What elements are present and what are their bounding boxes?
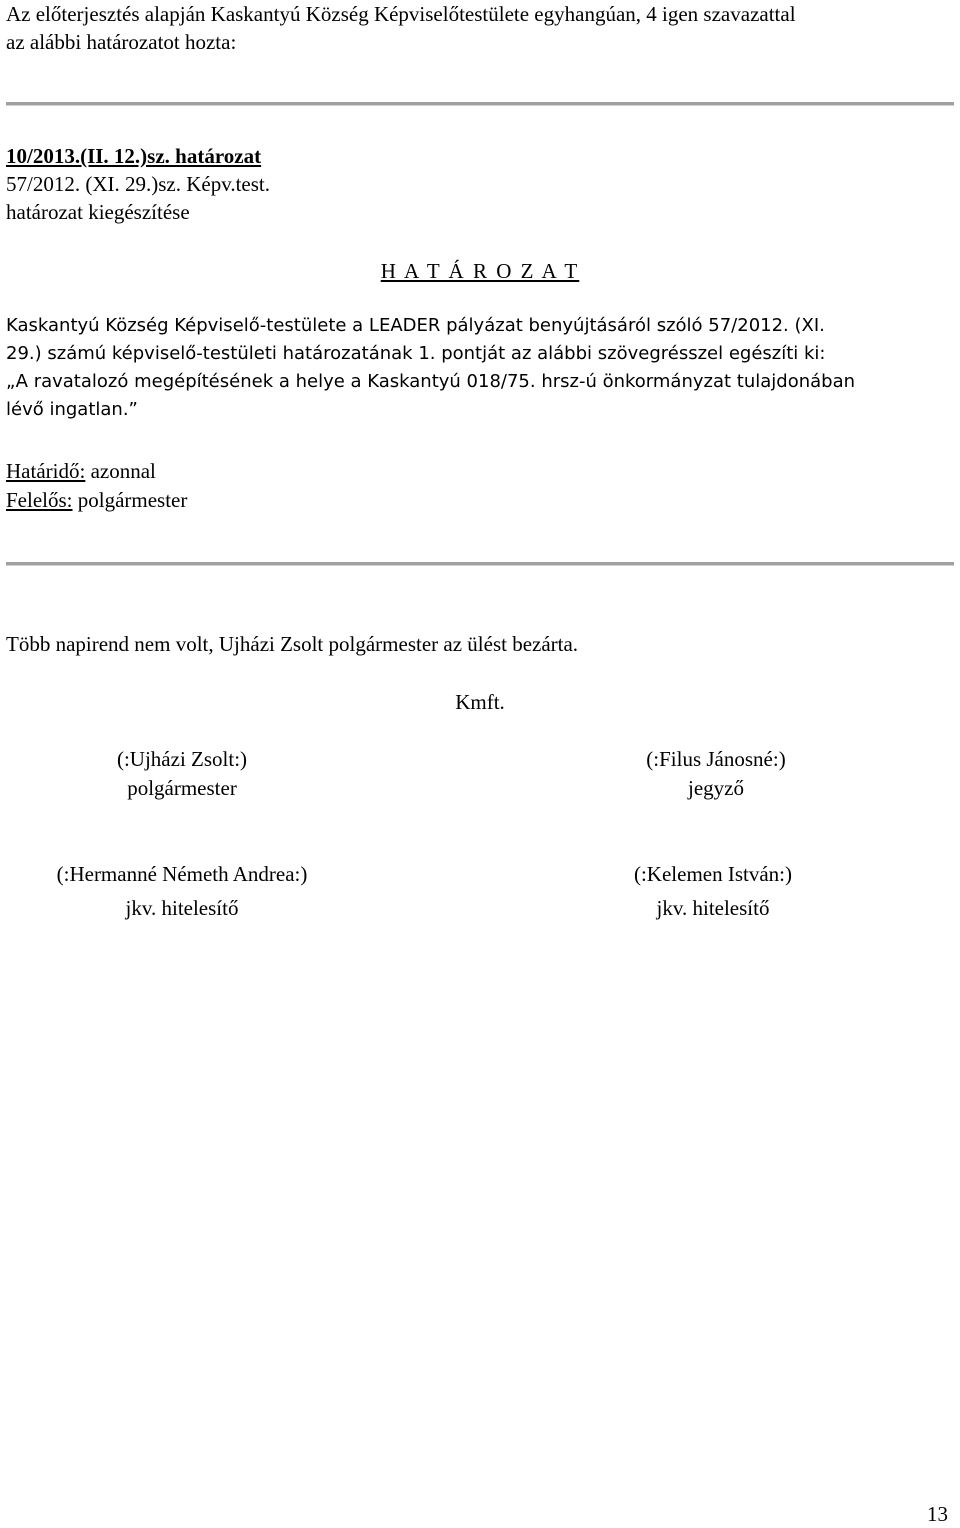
deadline-value: azonnal	[85, 459, 156, 483]
responsible-value: polgármester	[72, 488, 188, 512]
signature-name: (:Hermanné Németh Andrea:)	[56, 862, 308, 886]
intro-line-1: Az előterjesztés alapján Kaskantyú Község Képviselőtestülete egyhangúan, 4 igen szavazattal	[6, 2, 796, 26]
resolution-number: 10/2013.(II. 12.)sz. határozat	[6, 144, 262, 168]
signature-name: (:Ujházi Zsolt:)	[116, 747, 248, 771]
signature-role: jkv. hitelesítő	[125, 896, 239, 920]
resolution-body-line-4: lévő ingatlan.”	[6, 399, 138, 420]
kmft-label: Kmft.	[455, 690, 505, 714]
closing-text: Több napirend nem volt, Ujházi Zsolt polgármester az ülést bezárta.	[6, 632, 579, 656]
resolution-body-line-1: Kaskantyú Község Képviselő-testülete a LEADER pályázat benyújtásáról szóló 57/2012. (XI.	[6, 315, 825, 336]
signature-notary	[516, 745, 916, 803]
resolution-reference: 57/2012. (XI. 29.)sz. Képv.test.	[6, 172, 271, 196]
signature-role: polgármester	[127, 776, 237, 800]
signature-role: jkv. hitelesítő	[656, 896, 770, 920]
page-number: 13	[927, 1502, 948, 1526]
intro-line-2: az alábbi határozatot hozta:	[6, 30, 237, 54]
resolution-body-line-3: „A ravatalozó megépítésének a helye a Kaskantyú 018/75. hrsz-ú önkormányzat tulajdonában	[6, 371, 856, 392]
responsible-label: Felelős:	[6, 488, 73, 512]
signature-mayor	[0, 745, 382, 803]
divider-top	[6, 102, 954, 106]
signature-name: (:Filus Jánosné:)	[646, 747, 786, 771]
resolution-body-line-2: 29.) számú képviselő-testületi határozatának 1. pontját az alábbi szövegrésszel egészíti ki:	[6, 343, 826, 364]
deadline-row	[6, 457, 156, 485]
deadline-label: Határidő:	[6, 459, 86, 483]
resolution-reference-2: határozat kiegészítése	[6, 200, 190, 224]
divider-bottom	[6, 562, 954, 566]
signature-authenticator-1	[0, 860, 382, 923]
signature-role: jegyző	[688, 776, 744, 800]
responsible-row	[6, 486, 187, 514]
signature-authenticator-2	[513, 860, 913, 923]
signature-name: (:Kelemen István:)	[633, 862, 793, 886]
resolution-heading: H A T Á R O Z A T	[380, 259, 580, 283]
